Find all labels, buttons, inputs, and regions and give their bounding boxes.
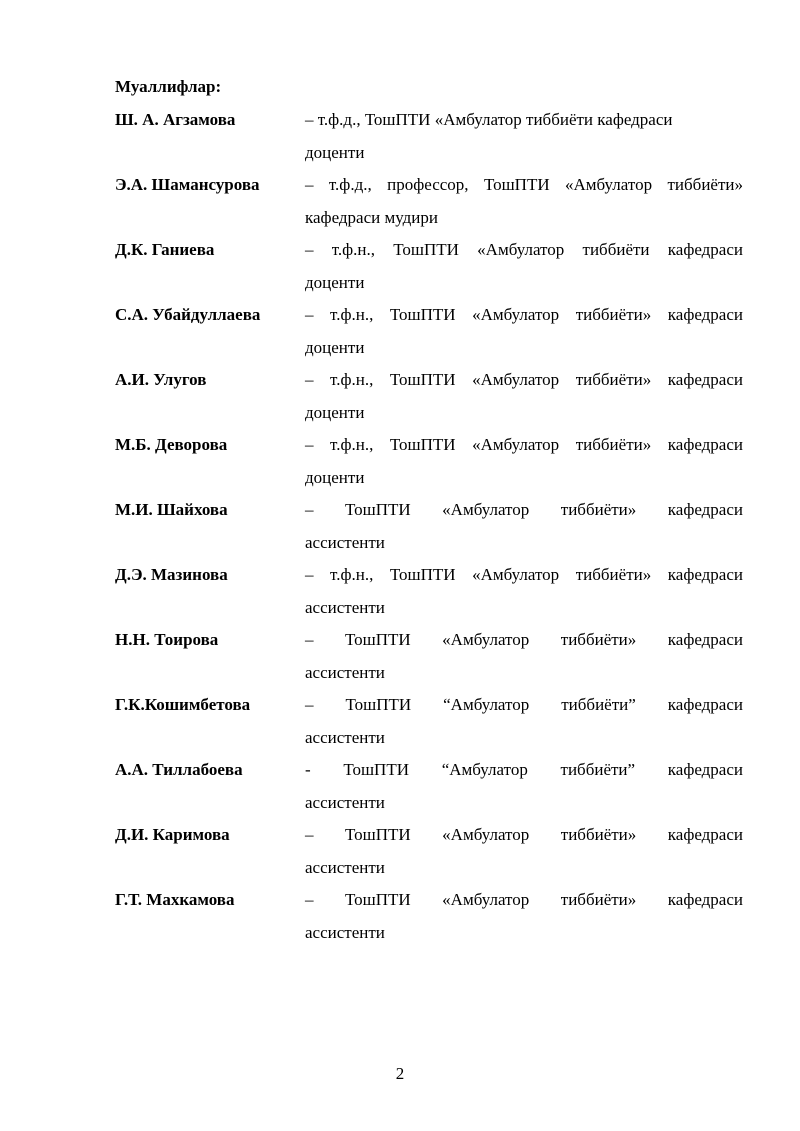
author-name: Н.Н. Тоирова [115, 630, 219, 649]
author-position-line: – т.ф.н., ТошПТИ «Амбулатор тиббиёти» кафедраси [305, 435, 743, 454]
author-position [305, 169, 743, 238]
author-name: М.И. Шайхова [115, 500, 228, 519]
author-position [305, 429, 743, 498]
authors-heading: Муаллифлар: [115, 77, 222, 96]
author-name: Д.К. Ганиева [115, 240, 215, 259]
author-entry [115, 368, 743, 433]
author-position-line: – ТошПТИ «Амбулатор тиббиёти» кафедраси [305, 500, 743, 519]
author-position-line: – т.ф.н., ТошПТИ «Амбулатор тиббиёти» кафедраси [305, 565, 743, 584]
author-position-line: – т.ф.д., ТошПТИ «Амбулатор тиббиёти кафедраси [305, 110, 673, 129]
author-position [305, 819, 743, 888]
author-entry [115, 433, 743, 498]
author-entry [115, 758, 743, 823]
author-entry [115, 173, 743, 238]
author-name: С.А. Убайдуллаева [115, 305, 261, 324]
author-position-line: ассистенти [305, 792, 385, 812]
author-entry [115, 563, 743, 628]
author-name: А.И. Улугов [115, 370, 207, 389]
author-name: Г.К.Кошимбетова [115, 695, 251, 714]
author-position-line: ассистенти [305, 727, 385, 747]
author-name: Э.А. Шамансурова [115, 175, 260, 194]
author-position-line: доценти [305, 402, 365, 422]
author-entry [115, 628, 743, 693]
author-entry [115, 303, 743, 368]
author-position [305, 104, 743, 173]
author-position-line: – ТошПТИ «Амбулатор тиббиёти» кафедраси [305, 630, 743, 649]
author-position-line: - ТошПТИ “Амбулатор тиббиёти” кафедраси [305, 760, 743, 779]
author-entry [115, 888, 743, 953]
author-position-line: – ТошПТИ «Амбулатор тиббиёти» кафедраси [305, 825, 743, 844]
author-name: Д.Э. Мазинова [115, 565, 228, 584]
author-position-line: – т.ф.д., профессор, ТошПТИ «Амбулатор тиббиёти» [305, 175, 743, 194]
author-name: Ш. А. Агзамова [115, 110, 236, 129]
author-position-line: – ТошПТИ «Амбулатор тиббиёти» кафедраси [305, 890, 743, 909]
author-position-line: – т.ф.н., ТошПТИ «Амбулатор тиббиёти» кафедраси [305, 370, 743, 389]
authors-list [115, 108, 743, 953]
author-position-line: доценти [305, 272, 365, 292]
author-position-line: ассистенти [305, 597, 385, 617]
author-entry [115, 238, 743, 303]
author-position-line: доценти [305, 467, 365, 487]
author-position [305, 689, 743, 758]
author-entry [115, 823, 743, 888]
author-name: Д.И. Каримова [115, 825, 230, 844]
author-position-line: – ТошПТИ “Амбулатор тиббиёти” кафедраси [305, 695, 743, 714]
author-entry [115, 693, 743, 758]
author-name: М.Б. Деворова [115, 435, 228, 454]
author-entry [115, 108, 743, 173]
author-position-line: ассистенти [305, 922, 385, 942]
author-position [305, 754, 743, 823]
author-position [305, 234, 743, 303]
author-position-line: – т.ф.н., ТошПТИ «Амбулатор тиббиёти» кафедраси [305, 305, 743, 324]
author-name: Г.Т. Махкамова [115, 890, 235, 909]
author-position-line: кафедраси мудири [305, 207, 439, 227]
author-position [305, 299, 743, 368]
author-position-line: ассистенти [305, 662, 385, 682]
author-position [305, 884, 743, 953]
author-position [305, 364, 743, 433]
author-position-line: доценти [305, 337, 365, 357]
author-position [305, 494, 743, 563]
page-number: 2 [395, 1064, 405, 1083]
author-position-line: ассистенти [305, 857, 385, 877]
author-position-line: – т.ф.н., ТошПТИ «Амбулатор тиббиёти кафедраси [305, 240, 743, 259]
author-position-line: доценти [305, 142, 365, 162]
author-position [305, 559, 743, 628]
author-name: А.А. Тиллабоева [115, 760, 243, 779]
author-entry [115, 498, 743, 563]
author-position-line: ассистенти [305, 532, 385, 552]
author-position [305, 624, 743, 693]
